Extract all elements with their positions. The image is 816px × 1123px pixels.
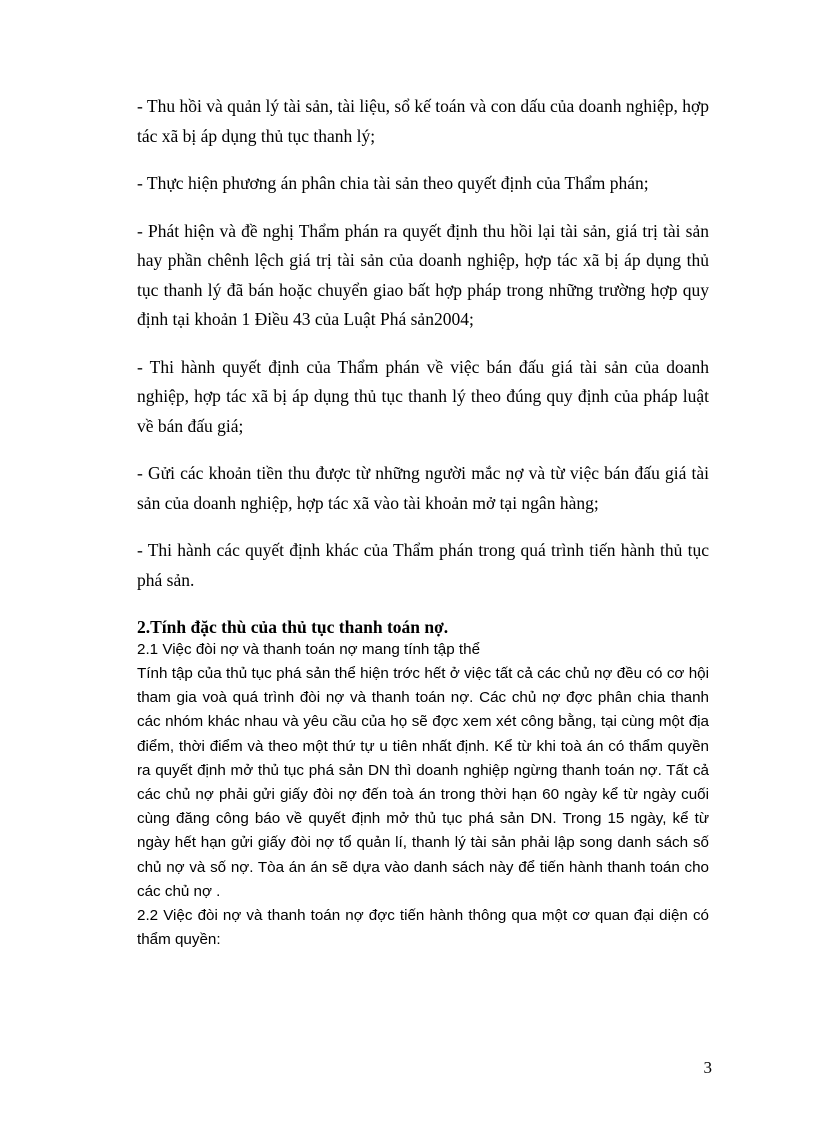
bullet-item: - Phát hiện và đề nghị Thẩm phán ra quyết định thu hồi lại tài sản, giá trị tài sản hay phần chênh lệch giá trị tài sản của doanh nghiệp, hợp tác xã bị áp dụng thủ tục thanh lý đã bán hoặc chuyển giao bất hợp pháp trong những trường hợp quy định tại khoản 1 Điều 43 của Luật Phá sản2004; xyxy=(137,220,709,329)
body-paragraph: Tính tập của thủ tục phá sản thể hiện trớc hết ở việc tất cả các chủ nợ đều có cơ hội tham gia voà quá trình đòi nợ và thanh toán nợ. Các chủ nợ đợc phân chia thanh các nhóm khác nhau và yêu cầu của họ sẽ đợc xem xét công bằng, tại cùng một địa điểm, thời điểm và theo một thứ tự u tiên nhất định. Kể từ khi toà án có thẩm quyền ra quyết định mở thủ tục phá sản DN thì doanh nghiệp ngừng thanh toán nợ. Tất cả các chủ nợ phải gửi giấy đòi nợ đến toà án trong thời hạn 60 ngày kể từ ngày cuối cùng đăng công báo về quyết định mở thủ tục phá sản DN. Trong 15 ngày, kể từ ngày hết hạn gửi giấy đòi nợ tổ quản lí, thanh lý tài sản phải lập song danh sách số chủ nợ và số nợ. Tòa án án sẽ dựa vào danh sách này để tiến hành thanh toán cho các chủ nợ . xyxy=(137,665,709,900)
subsection-title: 2.2 Việc đòi nợ và thanh toán nợ đợc tiến hành thông qua một cơ quan đại diện có thẩm quyền: xyxy=(137,907,709,949)
page-number: 3 xyxy=(703,1058,712,1077)
bullet-item: - Gửi các khoản tiền thu được từ những người mắc nợ và từ việc bán đấu giá tài sản của doanh nghiệp, hợp tác xã vào tài khoản mở tại ngân hàng; xyxy=(137,463,709,513)
section-heading: 2.Tính đặc thù của thủ tục thanh toán nợ. xyxy=(137,617,449,637)
bullet-item: - Thi hành quyết định của Thẩm phán về việc bán đấu giá tài sản của doanh nghiệp, hợp tác xã bị áp dụng thủ tục thanh lý theo đúng quy định của pháp luật về bán đấu giá; xyxy=(137,356,709,436)
bullet-item: - Thực hiện phương án phân chia tài sản theo quyết định của Thẩm phán; xyxy=(137,173,649,193)
bullet-list xyxy=(137,92,709,613)
bullet-item: - Thi hành các quyết định khác của Thẩm phán trong quá trình tiến hành thủ tục phá sản. xyxy=(137,540,709,590)
bullet-item: - Thu hồi và quản lý tài sản, tài liệu, sổ kế toán và con dấu của doanh nghiệp, hợp tác xã bị áp dụng thủ tục thanh lý; xyxy=(137,96,709,146)
subsection-title: 2.1 Việc đòi nợ và thanh toán nợ mang tính tập thể xyxy=(137,641,481,658)
section-2 xyxy=(137,616,709,952)
